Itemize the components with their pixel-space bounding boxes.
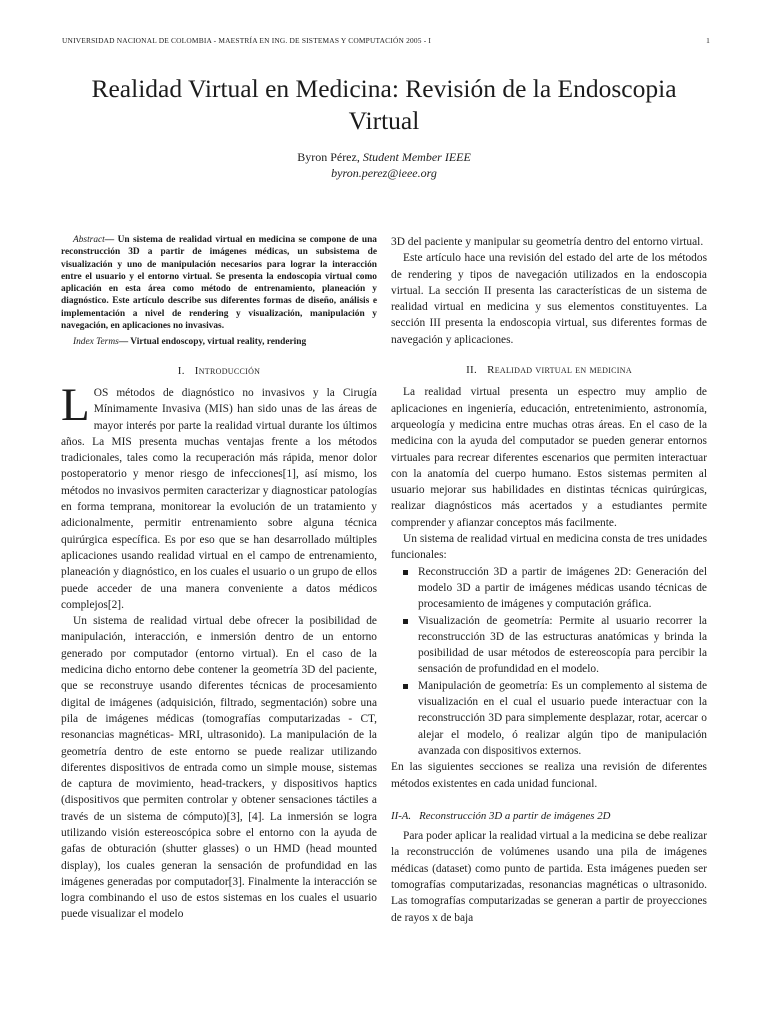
section-title: Introducción [194, 364, 261, 377]
section-number: II. [466, 364, 478, 377]
running-header [62, 36, 710, 45]
subsection-number: II-A. [391, 809, 412, 822]
dropcap: L [61, 378, 90, 431]
right-column [391, 234, 707, 926]
bullet-icon [403, 684, 408, 689]
index-terms-lead: Index Terms [73, 337, 119, 348]
author-line [0, 150, 768, 165]
left-column [61, 234, 377, 923]
list-item: Manipulación de geometría: Es un complemento al sistema de visualización en el cual el usuario puede interactuar con la reconstrucción 3D para simplemente desplazar, rotar, acercar o alejar el modelo, ó realizar algún tipo de manipulación avanzada con dispositivos externos. [403, 678, 707, 759]
functional-units-list [391, 564, 707, 760]
list-item: Visualización de geometría: Permite al usuario recorrer la reconstrucción 3D de las estructuras anatómicas y brinda la posibilidad de usar métodos de estereoscopía para percibir la sensación de profundidad en el modelo. [403, 613, 707, 678]
section-title: Realidad virtual en medicina [487, 364, 632, 377]
section-heading-1 [61, 363, 377, 379]
abstract-lead: Abstract [73, 235, 105, 245]
subsection-heading [391, 808, 707, 824]
page-number: 1 [706, 36, 710, 45]
section-number: I. [177, 364, 185, 377]
intro-text-1: OS métodos de diagnóstico no invasivos y la Cirugía Mínimamente Invasiva (MIS) han sido unas de las áreas de mayor interés por parte la realidad virtual durante los últimos años. La MIS presenta muchas ventajas frente a los métodos tradicionales, tales como la recuperación más rápida, menor dolor postoperatorio y menor riesgo de infecciones[1], así mismo, los métodos no invasivos permiten caracterizar y diagnosticar patologías en forma temprana, monitorear la evolución de un tratamiento y adicionalmente, permitir entrenamiento sobre alguna técnica quirúrgica específica. Es por eso que se han desarrollado múltiples aplicaciones usando realidad virtual en el campo de entrenamiento, planeación y diagnóstico, en los cuales el usuario o un grupo de ellos puede acceder de una manera conveniente a datos médicos complejos[2]. [61, 386, 377, 611]
bullet-icon [403, 570, 408, 575]
paper-title: Realidad Virtual en Medicina: Revisión de la Endoscopia Virtual [91, 74, 677, 135]
continued-paragraph: 3D del paciente y manipular su geometría dentro del entorno virtual. [391, 236, 704, 248]
abstract-text: — Un sistema de realidad virtual en medicina se compone de una reconstrucción 3D a partir de imágenes médicas, un subsistema de visualización y uno de manipulación necesarios para lograr la interacción entre el usuario y el entorno virtual. Se presenta la endoscopia virtual como aplicación en esta área como método de entrenamiento, planeación y diagnóstico. Este artículo describe sus diferentes formas de diseño, análisis e implementación a nivel de rendering y visualización, manipulación y navegación, en aplicaciones no invasivas. [61, 235, 377, 332]
intro-paragraph-2: Un sistema de realidad virtual debe ofrecer la posibilidad de manipulación, interacción, e inmersión dentro de un entorno generado por computador (entorno virtual). En el caso de la medicina dicho entorno debe contener la geometría 3D del paciente, que se reconstruye usando diferentes técnicas de procesamiento digital de imágenes (adquisición, filtrado, segmentación) sobre una pila de imágenes médicas (tomografías computarizadas - CT, resonancias magnéticas- MRI, ultrasonido). La manipulación de la geometría dentro de este entorno se puede realizar utilizando diferentes dispositivos de entrada como un simple mouse, sistemas de captura de movimiento, head-trackers, y dispositivos haptics (dispositivos que permiten controlar y obtener sensaciones táctiles a través de un sistema de cómputo)[3], [4]. La inmersión se logra utilizando visión estereoscópica sobre el entorno con la ayuda de gafas de obturación (shutter glasses) o un HMD (head mounted display), los cuales generan la sensación de profundidad en las imágenes generadas por computador[3]. Finalmente la interacción se logra combinando el uso de estos sistemas en los cuales el usuario puede visualizar el modelo [61, 615, 377, 921]
section2-paragraph-1: La realidad virtual presenta un espectro muy amplio de aplicaciones en ingeniería, educación, entretenimiento, astronomía, arqueología y medicina entre muchas otras áreas. En el caso de la medicina con la ayuda del computador se pueden generar entornos virtuales para recrear diferentes escenarios que permiten interactuar con la anatomía del cuerpo humano. Estos sistemas permiten al usuario mejorar sus habilidades en distintas técnicas quirúrgicas, realizar diagnósticos más acertados y a estudiantes permite comprender y afianzar conceptos más facilmente. [391, 386, 707, 529]
bullet-icon [403, 619, 408, 624]
running-title: UNIVERSIDAD NACIONAL DE COLOMBIA - MAESTRÍA EN ING. DE SISTEMAS Y COMPUTACIÓN 2005 - I [62, 36, 432, 45]
abstract [61, 234, 377, 332]
author-email: byron.perez@ieee.org [331, 166, 437, 180]
list-item: Reconstrucción 3D a partir de imágenes 2D: Generación del modelo 3D a partir de imágenes médicas usando técnicas de procesamiento de imágenes y computación gráfica. [403, 564, 707, 613]
subsection-title: Reconstrucción 3D a partir de imágenes 2D [419, 809, 611, 822]
author-title: Student Member IEEE [362, 150, 471, 164]
overview-paragraph: Este artículo hace una revisión del estado del arte de los métodos de rendering y tipos de navegación utilizados en la endoscopia virtual. La sección II presenta las características de un sistema de realidad virtual en medicina y sus elementos constituyentes. La sección III presenta la endoscopia virtual, sus diferentes formas de navegación y aplicaciones. [391, 252, 707, 346]
section2-paragraph-2: Un sistema de realidad virtual en medicina consta de tres unidades funcionales: [391, 533, 707, 562]
index-terms-text: — Virtual endoscopy, virtual reality, rendering [118, 337, 307, 348]
intro-paragraph-1 [61, 378, 377, 613]
section2-paragraph-3: En las siguientes secciones se realiza una revisión de diferentes métodos existentes en cada unidad funcional. [391, 761, 707, 790]
index-terms [61, 336, 377, 348]
author-name: Byron Pérez, [297, 150, 360, 164]
subsection-paragraph-1: Para poder aplicar la realidad virtual a la medicina se debe realizar la reconstrucción de volúmenes usando una pila de imágenes médicas (dataset) como punto de partida. Esta imágenes pueden ser tomografías computarizadas, resonancias magnéticas o ultrasonido. Las tomografías computarizadas se generan a partir de proyecciones de rayos x de baja [391, 830, 707, 924]
section-heading-2 [391, 362, 707, 378]
